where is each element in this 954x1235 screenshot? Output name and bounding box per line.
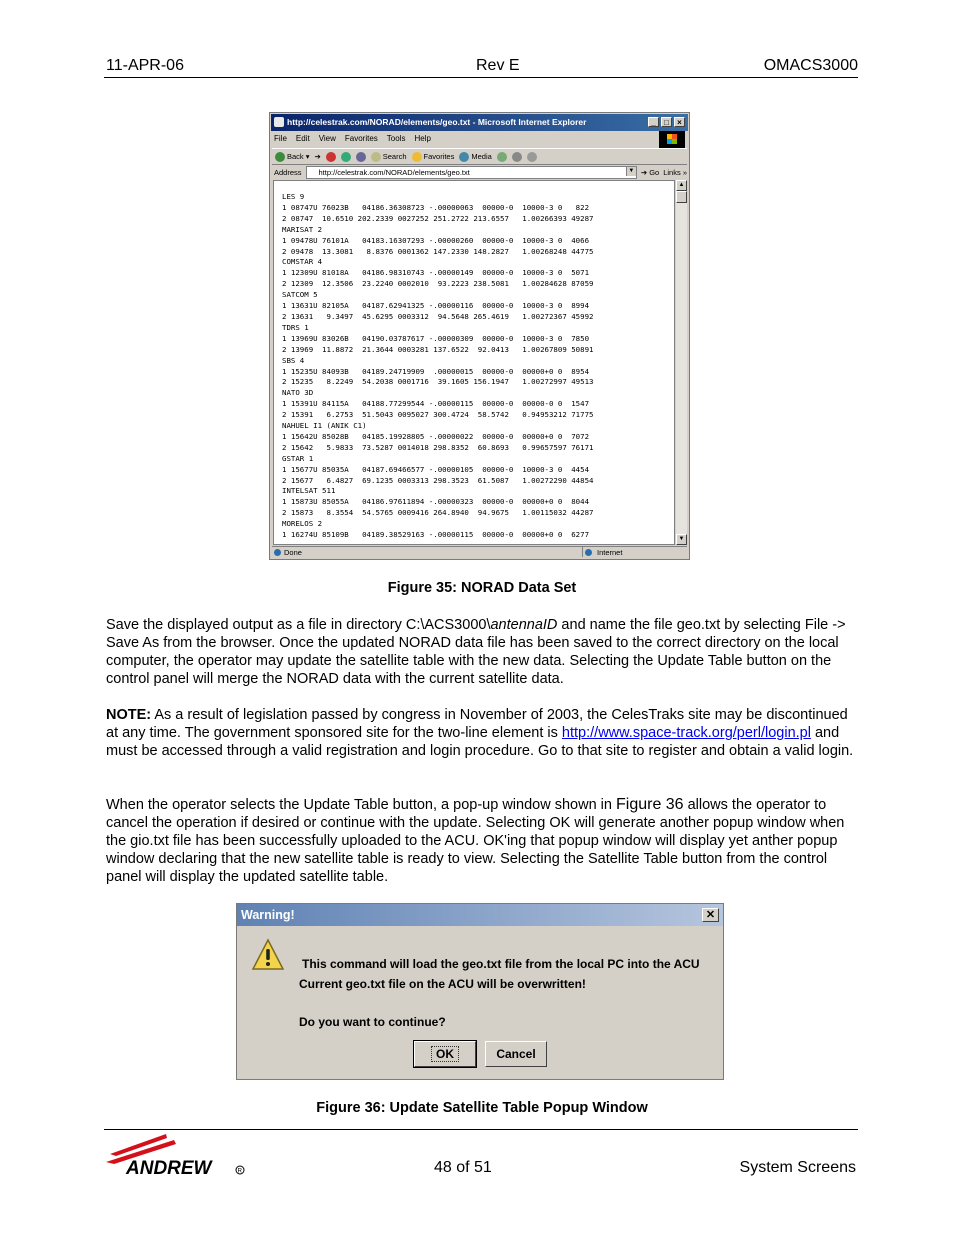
- close-icon[interactable]: ×: [674, 117, 685, 127]
- browser-title-bar: [271, 114, 688, 131]
- star-icon: [412, 152, 422, 162]
- links-button[interactable]: Links »: [663, 168, 687, 177]
- dialog-title: Warning!: [241, 908, 295, 922]
- tle-line: TDRS 1: [282, 322, 309, 332]
- tle-line: 2 09478 13.3081 8.8376 0001362 147.2330 148.2827 1.00268248 44775: [282, 246, 594, 256]
- space-track-link[interactable]: http://www.space-track.org/perl/login.pl: [561, 725, 811, 741]
- status-zone: Internet: [597, 548, 623, 557]
- tle-line: 2 13969 11.8872 21.3644 0003281 137.6522 92.0413 1.00267809 50891: [282, 344, 594, 354]
- menu-edit[interactable]: Edit: [295, 134, 310, 143]
- stop-icon[interactable]: [326, 149, 336, 164]
- windows-logo-icon: [659, 131, 685, 148]
- tle-line: 1 15677U 85035A 04187.69466577 -.00000105 00000-0 10000-3 0 4454: [282, 464, 590, 474]
- browser-toolbar: [272, 148, 687, 165]
- tle-text: [274, 181, 674, 541]
- ie-icon: [274, 117, 284, 127]
- tle-line: 2 15873 8.3554 54.5765 0009416 264.8940 94.9675 1.00115032 44287: [282, 508, 594, 518]
- maximize-icon[interactable]: □: [661, 117, 672, 127]
- status-text: Done: [284, 548, 302, 557]
- browser-screenshot: [269, 112, 690, 560]
- tle-line: 1 08747U 76023B 04186.36308723 -.00000063 00000-0 10000-3 0 822: [282, 202, 590, 212]
- tle-line: 1 15235U 84093B 04189.24719909 .00000015 00000-0 00000+0 0 8954: [282, 366, 590, 376]
- tle-line: 1 13969U 83026B 04190.03787617 -.00000309 00000-0 10000-3 0 7850: [282, 333, 590, 343]
- tle-line: NAHUEL I1 (ANIK C1): [282, 421, 367, 431]
- address-label: Address: [274, 168, 302, 177]
- scroll-thumb[interactable]: [676, 191, 687, 203]
- tle-line: 1 15642U 85028B 04185.19928805 -.00000022 00000-0 00000+0 0 7072: [282, 431, 590, 441]
- tle-line: SATCOM 5: [282, 290, 318, 300]
- chevron-down-icon[interactable]: ▼: [626, 167, 636, 176]
- dialog-question: Do you want to continue?: [299, 1015, 446, 1029]
- menu-file[interactable]: File: [274, 134, 287, 143]
- tle-line: 1 13631U 82105A 04187.62941325 -.00000116 00000-0 10000-3 0 8994: [282, 301, 590, 311]
- menu-favorites[interactable]: Favorites: [344, 134, 378, 143]
- tle-line: MARISAT 2: [282, 224, 323, 234]
- back-button[interactable]: Back ▾: [275, 149, 309, 164]
- browser-title: http://celestrak.com/NORAD/elements/geo.txt - Microsoft Internet Explorer: [287, 117, 587, 127]
- home-icon[interactable]: [356, 149, 366, 164]
- warning-icon: [251, 938, 285, 972]
- address-bar: [272, 166, 687, 179]
- history-icon[interactable]: [497, 149, 507, 164]
- tle-line: GSTAR 1: [282, 453, 314, 463]
- browser-menu-bar: [274, 132, 431, 146]
- tle-line: COMSTAR 4: [282, 257, 323, 267]
- menu-help[interactable]: Help: [414, 134, 431, 143]
- figure-36-caption: Figure 36: Update Satellite Table Popup Window: [316, 1100, 648, 1116]
- note-paragraph: NOTE: As a result of legislation passed by congress in November of 2003, the CelesTraks site may be discontinued at any time. The government sponsored site for the two-line element is http://www.space-track.org/perl/login.pl and must be accessed through a valid registration and login procedure. Go to that site to register and obtain a valid login.: [106, 707, 854, 759]
- paragraph-save-output: Save the displayed output as a file in directory C:\ACS3000\antennaID and name the file geo.txt by selecting File -> Save As from the browser. Once the updated NORAD data file has been saved to the correct directory on the local computer, the operator may update the satellite table with the new data. Selecting the Update Table button on the control panel will merge the NORAD data with the current satellite data.: [106, 617, 846, 687]
- header-rule: [104, 77, 858, 78]
- tle-line: SBS 4: [282, 355, 305, 365]
- print-icon[interactable]: [527, 149, 537, 164]
- page-icon: [274, 549, 281, 556]
- status-bar: [272, 546, 687, 557]
- footer-page-number: 48 of 51: [434, 1159, 492, 1176]
- ok-button[interactable]: OK: [414, 1041, 476, 1067]
- go-button[interactable]: ➔ Go: [640, 168, 660, 177]
- tle-line: 2 12309 12.3506 23.2240 0002010 93.2223 238.5081 1.00284628 87059: [282, 279, 594, 289]
- andrew-logo: [104, 1132, 249, 1178]
- mail-icon[interactable]: [512, 149, 522, 164]
- minimize-icon[interactable]: _: [648, 117, 659, 127]
- browser-content: [273, 180, 675, 545]
- footer-rule: [104, 1129, 858, 1130]
- tle-line: 2 15677 6.4827 69.1235 0003313 298.3523 61.5087 1.00272290 44854: [282, 475, 594, 485]
- close-icon[interactable]: ✕: [702, 908, 719, 922]
- favorites-button[interactable]: Favorites: [412, 149, 455, 164]
- tle-line: 2 15235 8.2249 54.2038 0001716 39.1605 156.1947 1.00272997 49513: [282, 377, 594, 387]
- forward-icon[interactable]: ➔: [314, 152, 321, 161]
- tle-line: NATO 3D: [282, 388, 314, 398]
- refresh-icon[interactable]: [341, 149, 351, 164]
- tle-line: 1 12309U 81018A 04186.98310743 -.00000149 00000-0 10000-3 0 5071: [282, 268, 590, 278]
- logo-text: ANDREW: [126, 1158, 212, 1178]
- scroll-up-icon[interactable]: ▲: [676, 180, 687, 191]
- warning-dialog: [236, 903, 724, 1080]
- dialog-message-line-2: Current geo.txt file on the ACU will be overwritten!: [299, 977, 586, 991]
- tle-line: LES 9: [282, 192, 305, 201]
- tle-line: INTELSAT 511: [282, 486, 336, 496]
- header-date: 11-APR-06: [106, 57, 184, 74]
- menu-view[interactable]: View: [318, 134, 336, 143]
- vertical-scrollbar[interactable]: [675, 180, 687, 545]
- dialog-title-bar: [237, 904, 723, 926]
- search-button[interactable]: Search: [371, 149, 407, 164]
- globe-icon: [585, 549, 592, 556]
- svg-text:R: R: [237, 1168, 242, 1175]
- tle-line: 1 16274U 85109B 04189.38529163 -.00000115 00000-0 00000+0 0 6277: [282, 530, 590, 540]
- figure-36-reference: Figure 36: [615, 796, 684, 813]
- header-product: OMACS3000: [763, 57, 858, 74]
- menu-tools[interactable]: Tools: [386, 134, 406, 143]
- figure-35-caption: Figure 35: NORAD Data Set: [387, 580, 577, 596]
- search-icon: [371, 152, 381, 162]
- tle-line: 1 09478U 76101A 04183.16307293 -.00000260 00000-0 10000-3 0 4066: [282, 235, 590, 245]
- note-label: NOTE:: [106, 707, 152, 723]
- back-arrow-icon: [275, 152, 285, 162]
- footer-section: System Screens: [739, 1159, 856, 1176]
- tle-line: 1 15391U 84115A 04188.77299544 -.00000115 00000-0 00000-0 0 1547: [282, 399, 590, 409]
- dialog-message-line-1: This command will load the geo.txt file from the local PC into the ACU: [302, 957, 700, 971]
- tle-line: MORELOS 2: [282, 519, 323, 529]
- paragraph-update-table: When the operator selects the Update Table button, a pop-up window shown in Figure 36 allows the operator to cancel the operation if desired or continue with the update. Selecting OK will generate another popup window when the gio.txt file has been successfully uploaded to the ACU. OK'ing that popup window will display yet anther popup window declaring that the new satellite table is ready to view. Selecting the Satellite Table button from the control panel will display the updated satellite table.: [106, 796, 845, 885]
- scroll-down-icon[interactable]: ▼: [676, 534, 687, 545]
- cancel-button[interactable]: Cancel: [485, 1041, 547, 1067]
- tle-line: 2 15391 6.2753 51.5043 0095027 300.4724 58.5742 0.94953212 71775: [282, 410, 594, 420]
- header-revision: Rev E: [476, 57, 520, 74]
- address-input[interactable]: http://celestrak.com/NORAD/elements/geo.txt ▼: [306, 166, 637, 179]
- media-icon: [459, 152, 469, 162]
- media-button[interactable]: Media: [459, 149, 491, 164]
- tle-line: 2 08747 10.6510 202.2339 0027252 251.2722 213.6557 1.00266393 49287: [282, 213, 594, 223]
- tle-line: 2 15642 5.9833 73.5287 0014018 298.8352 60.8693 0.99657597 76171: [282, 442, 594, 452]
- tle-line: 2 13631 9.3497 45.6295 0003312 94.5648 265.4619 1.00272367 45992: [282, 311, 594, 321]
- tle-line: 1 15873U 85055A 04186.97611894 -.00000323 00000-0 00000+0 0 8044: [282, 497, 590, 507]
